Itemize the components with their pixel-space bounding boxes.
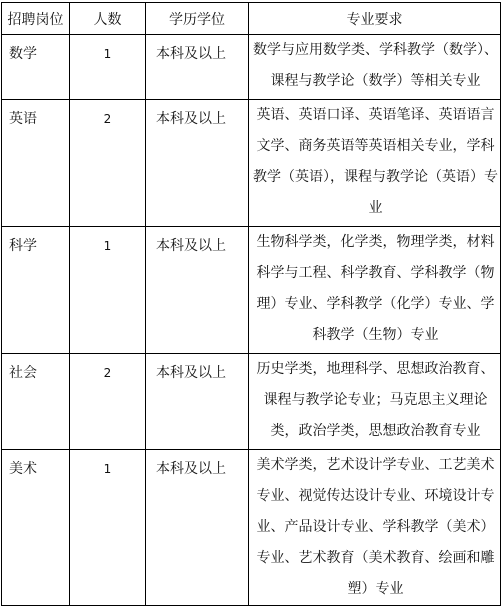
table-row (2, 450, 501, 606)
post-label: 美术 (9, 461, 37, 477)
post-cell (2, 100, 70, 227)
education-value: 本科及以上 (156, 461, 226, 477)
education-cell (146, 100, 249, 227)
count-cell (70, 227, 146, 354)
education-cell (146, 450, 249, 606)
header-education: 学历学位 (146, 3, 249, 35)
education-cell (146, 354, 249, 450)
post-label: 社会 (9, 365, 37, 381)
post-label: 数学 (9, 46, 37, 62)
post-label: 英语 (9, 111, 37, 127)
header-count: 人数 (70, 3, 146, 35)
requirement-cell (249, 100, 501, 227)
count-cell (70, 450, 146, 606)
requirement-text: 历史学类，地理科学、思想政治教育、课程与教学论专业；马克思主义理论类，政治学类，思想政治教育专业 (256, 361, 495, 439)
post-cell (2, 450, 70, 606)
header-requirement: 专业要求 (249, 3, 501, 35)
requirement-text: 数学与应用数学类、学科教学（数学）、课程与教学论（数学）等相关专业 (253, 42, 498, 89)
requirement-cell (249, 227, 501, 354)
requirement-text: 美术学类，艺术设计学专业、工艺美术专业、视觉传达设计专业、环境设计专业、产品设计专业、学科教学（美术）专业、艺术教育（美术教育、绘画和雕塑）专业 (256, 457, 495, 597)
table-row (2, 354, 501, 450)
table-header-row (2, 3, 501, 35)
post-cell (2, 35, 70, 100)
education-value: 本科及以上 (156, 238, 226, 254)
requirement-cell (249, 450, 501, 606)
table-row (2, 100, 501, 227)
education-cell (146, 35, 249, 100)
count-value: 1 (103, 462, 112, 476)
count-cell (70, 354, 146, 450)
count-value: 1 (103, 47, 112, 61)
header-post: 招聘岗位 (2, 3, 70, 35)
count-cell (70, 100, 146, 227)
count-value: 2 (103, 112, 112, 126)
requirement-text: 英语、英语口译、英语笔译、英语语言文学、商务英语等英语相关专业，学科教学（英语），课程与教学论（英语）专业 (253, 107, 498, 216)
requirement-cell (249, 354, 501, 450)
education-value: 本科及以上 (156, 111, 226, 127)
post-cell (2, 354, 70, 450)
table-row (2, 227, 501, 354)
requirement-text: 生物科学类，化学类，物理学类，材料科学与工程、科学教育、学科教学（物理）专业、学科教学（化学）专业、学科教学（生物）专业 (256, 234, 495, 343)
recruitment-table (1, 2, 501, 606)
count-cell (70, 35, 146, 100)
table-row (2, 35, 501, 100)
education-cell (146, 227, 249, 354)
requirement-cell (249, 35, 501, 100)
education-value: 本科及以上 (156, 46, 226, 62)
education-value: 本科及以上 (156, 365, 226, 381)
count-value: 2 (103, 366, 112, 380)
post-label: 科学 (9, 238, 37, 254)
count-value: 1 (103, 239, 112, 253)
post-cell (2, 227, 70, 354)
